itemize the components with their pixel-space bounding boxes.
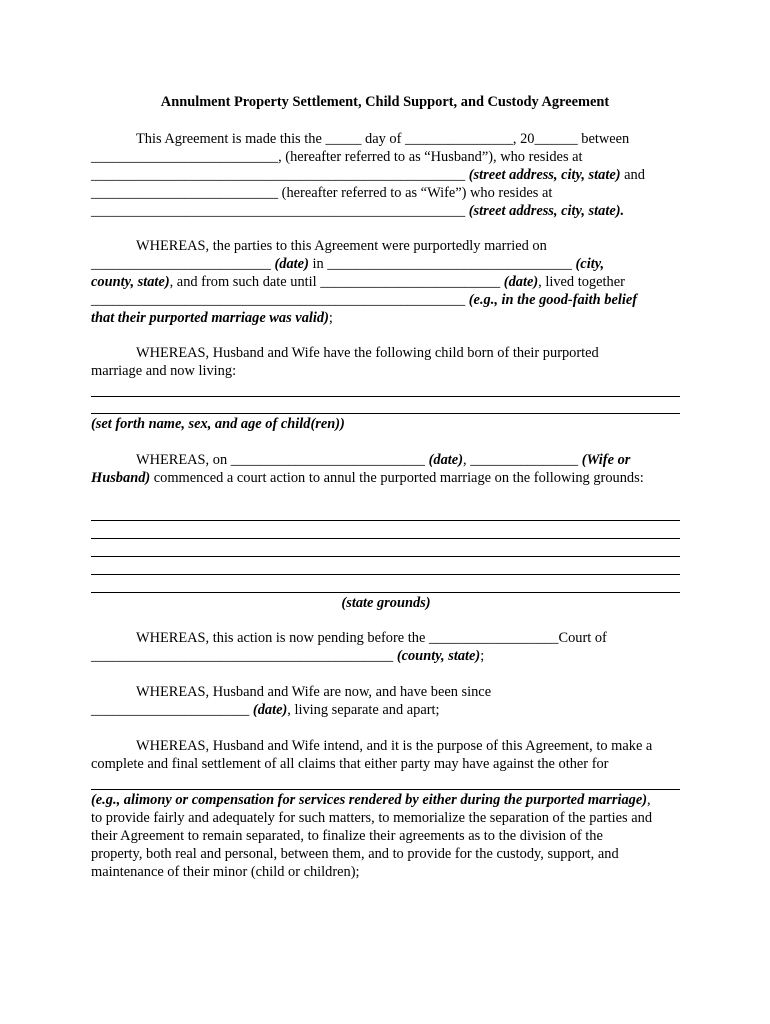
lived-together-text: , lived together	[538, 274, 625, 290]
separation-date-blank: ______________________	[91, 702, 250, 718]
county-state-label: county, state)	[91, 274, 170, 290]
date-label-4: (date)	[252, 702, 288, 718]
marriage-place-blank: in __________________________________	[308, 256, 572, 272]
grounds-blank-line-3	[91, 556, 680, 557]
date-label-3: (date)	[428, 452, 463, 468]
whereas-separate-line-2	[91, 701, 681, 719]
child-blank-line-2	[91, 413, 680, 414]
wife-or-label: (Wife or	[581, 452, 631, 468]
whereas-intend-line-1: WHEREAS, Husband and Wife intend, and it is the purpose of this Agreement, to make a	[136, 738, 653, 754]
intro-line-4: __________________________ (hereafter referred to as “Wife”) who resides at	[91, 185, 553, 201]
grounds-blank-line-5	[91, 592, 680, 593]
whereas-child-line-2: marriage and now living:	[91, 363, 237, 379]
child-instruction: (set forth name, sex, and age of child(ren))	[91, 416, 345, 432]
whereas-action-line-1	[136, 451, 681, 469]
whereas-intend-line-5: their Agreement to remain separated, to finalize their agreements as to the division of the	[91, 828, 603, 844]
court-county-blank: __________________________________________	[91, 648, 394, 664]
whereas-intend-line-3	[91, 791, 681, 809]
husband-address-blank: ____________________________________________________	[91, 167, 466, 183]
intro-line-5	[91, 202, 681, 220]
whereas-child-line-1: WHEREAS, Husband and Wife have the following child born of their purported	[136, 345, 599, 361]
belief-example-label-cont: that their purported marriage was valid)	[91, 310, 329, 326]
grounds-blank-line-1	[91, 520, 680, 521]
belief-example-label: (e.g., in the good-faith belief	[468, 292, 638, 308]
action-date-blank: WHEREAS, on ___________________________	[136, 452, 426, 468]
grounds-instruction: (state grounds)	[341, 595, 431, 611]
whereas-married-line-2	[91, 255, 681, 273]
whereas-married-line-1: WHEREAS, the parties to this Agreement were purportedly married on	[136, 238, 547, 254]
living-apart-text: , living separate and apart;	[287, 702, 440, 718]
intro-line-3	[91, 166, 681, 184]
whereas-married-line-5	[91, 309, 681, 327]
claims-blank-line	[91, 789, 680, 790]
husband-label: Husband)	[91, 470, 151, 486]
semicolon: ;	[328, 310, 333, 326]
whereas-pending-line-2	[91, 647, 681, 665]
intro-line-2: __________________________, (hereafter referred to as “Husband”), who resides at	[91, 149, 583, 165]
husband-address-label: (street address, city, state)	[468, 167, 621, 183]
city-label: (city,	[575, 256, 605, 272]
grounds-intro: commenced a court action to annul the purported marriage on the following grounds:	[150, 470, 644, 486]
whereas-married-line-4	[91, 291, 681, 309]
whereas-married-line-3	[91, 273, 681, 291]
child-blank-line-1	[91, 396, 680, 397]
party-blank: , _______________	[463, 452, 579, 468]
county-state-label-2: (county, state)	[396, 648, 481, 664]
claims-example-label: (e.g., alimony or compensation for services rendered by either during the purported marriage)	[91, 792, 648, 808]
whereas-intend-line-7: maintenance of their minor (child or children);	[91, 864, 360, 880]
date-label: (date)	[274, 256, 309, 272]
wife-address-label: (street address, city, state).	[468, 203, 625, 219]
grounds-blank-line-4	[91, 574, 680, 575]
document-title: Annulment Property Settlement, Child Support, and Custody Agreement	[160, 94, 610, 110]
whereas-separate-line-1: WHEREAS, Husband and Wife are now, and have been since	[136, 684, 492, 700]
marriage-date-blank: _________________________	[91, 256, 271, 272]
belief-blank: ____________________________________________________	[91, 292, 466, 308]
wife-address-blank: ____________________________________________________	[91, 203, 466, 219]
whereas-intend-line-6: property, both real and personal, between them, and to provide for the custody, support, and	[91, 846, 619, 862]
comma: ,	[647, 792, 651, 808]
intro-line-1: This Agreement is made this the _____ day of _______________, 20______ between	[136, 131, 630, 147]
and-word: and	[624, 167, 645, 183]
until-date-blank: , and from such date until _________________________	[169, 274, 501, 290]
semicolon-2: ;	[480, 648, 485, 664]
date-label-2: (date)	[503, 274, 539, 290]
grounds-blank-line-2	[91, 538, 680, 539]
whereas-intend-line-2: complete and final settlement of all claims that either party may have against the other for	[91, 756, 609, 772]
whereas-intend-line-4: to provide fairly and adequately for such matters, to memorialize the separation of the parties and	[91, 810, 653, 826]
whereas-action-line-2	[91, 469, 681, 487]
whereas-pending-line-1: WHEREAS, this action is now pending before the __________________Court of	[136, 630, 607, 646]
